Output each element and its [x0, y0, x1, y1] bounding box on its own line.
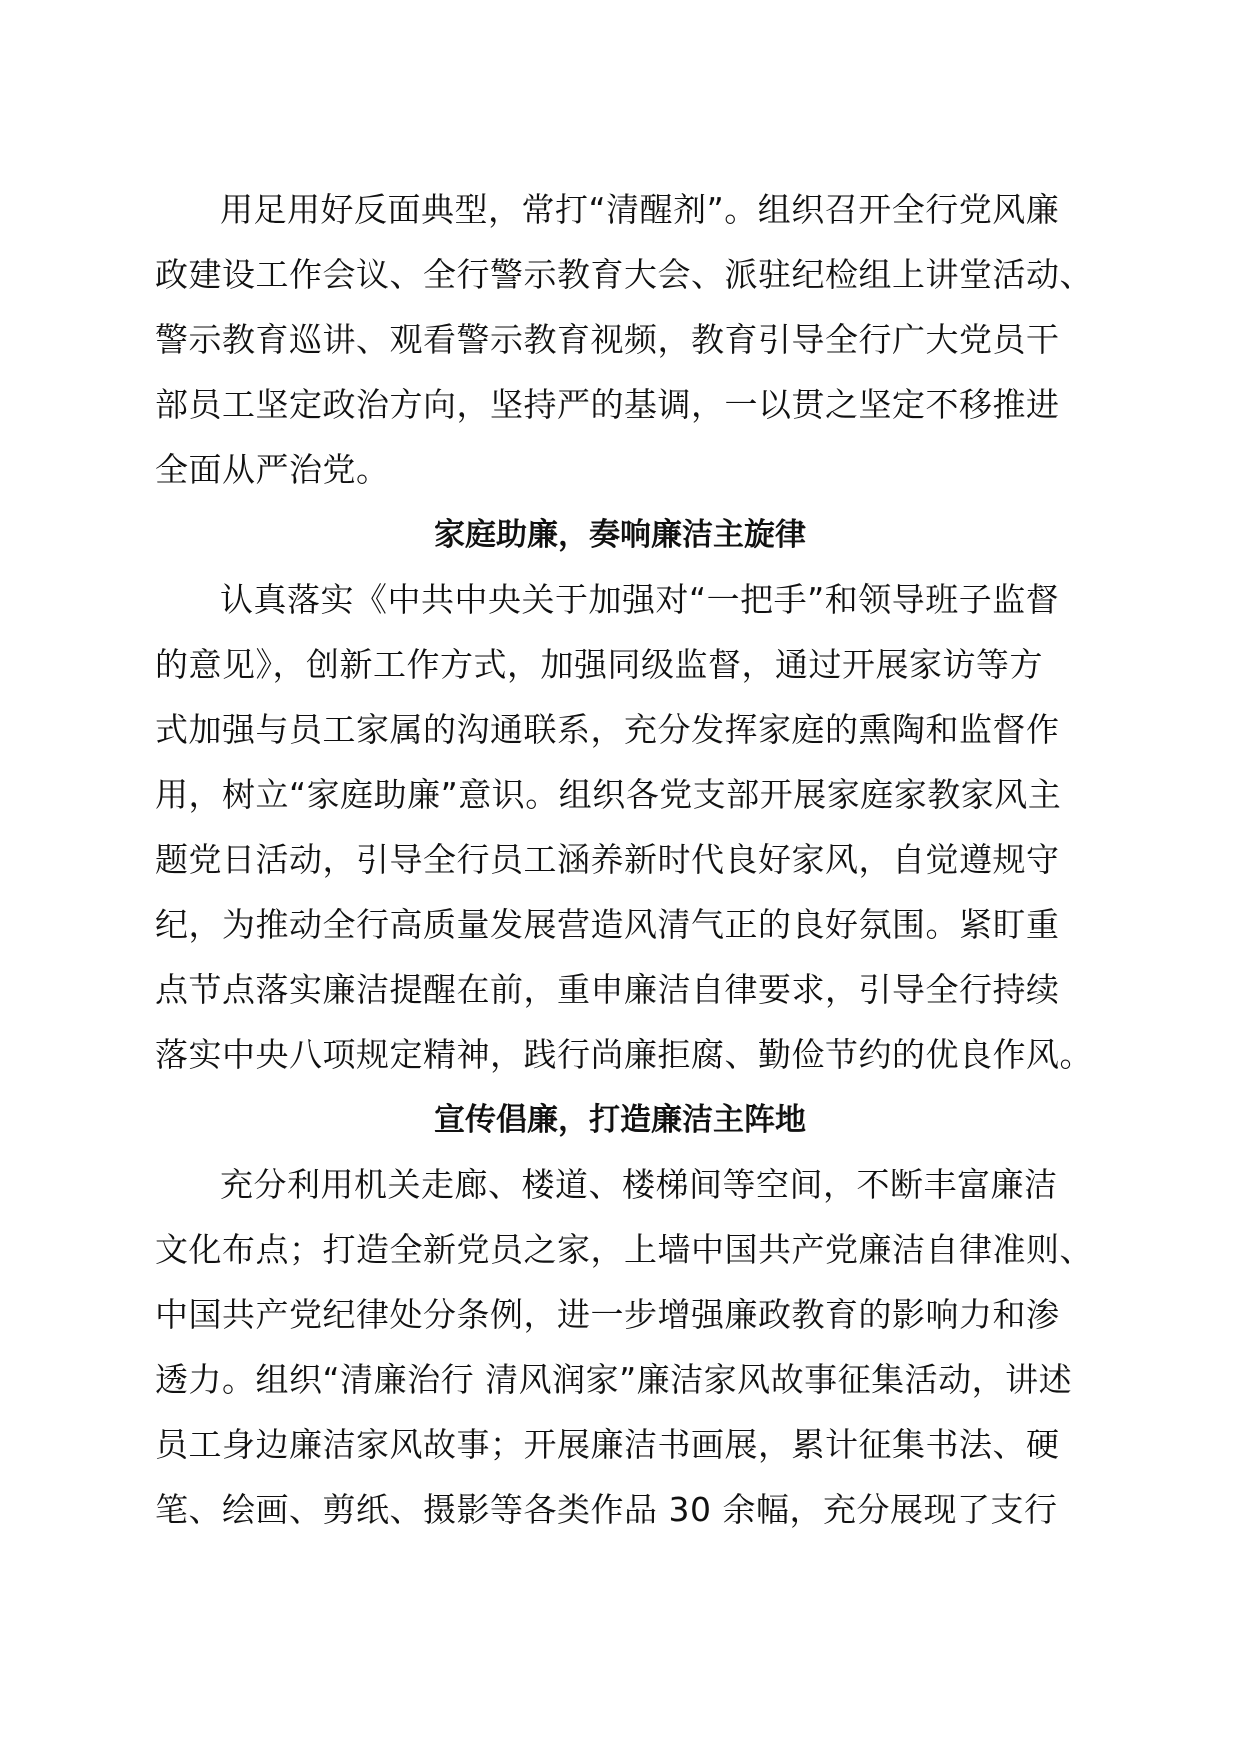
paragraph-line: 认真落实《中共中央关于加强对“一把手”和领导班子监督	[220, 580, 1060, 619]
paragraph-line: 笔、绘画、剪纸、摄影等各类作品 30 余幅，充分展现了支行	[155, 1490, 1058, 1529]
section-heading: 宣传倡廉，打造廉洁主阵地	[434, 1102, 806, 1138]
paragraph-line: 点节点落实廉洁提醒在前，重申廉洁自律要求，引导全行持续	[155, 970, 1060, 1009]
paragraph-line: 用足用好反面典型，常打“清醒剂”。组织召开全行党风廉	[220, 190, 1060, 229]
paragraph-line: 政建设工作会议、全行警示教育大会、派驻纪检组上讲堂活动、	[155, 255, 1093, 294]
paragraph-line: 警示教育巡讲、观看警示教育视频，教育引导全行广大党员干	[155, 320, 1060, 359]
paragraph-line: 透力。组织“清廉治行 清风润家”廉洁家风故事征集活动，讲述	[155, 1360, 1073, 1399]
paragraph-line: 全面从严治党。	[155, 450, 390, 489]
paragraph-line: 充分利用机关走廊、楼道、楼梯间等空间，不断丰富廉洁	[220, 1165, 1058, 1204]
section-heading: 家庭助廉，奏响廉洁主旋律	[434, 517, 806, 553]
paragraph-line: 用，树立“家庭助廉”意识。组织各党支部开展家庭家教家风主	[155, 775, 1062, 814]
paragraph-line: 的意见》，创新工作方式，加强同级监督，通过开展家访等方	[155, 645, 1043, 684]
paragraph-line: 题党日活动，引导全行员工涵养新时代良好家风，自觉遵规守	[155, 840, 1060, 879]
paragraph-line: 员工身边廉洁家风故事；开展廉洁书画展，累计征集书法、硬	[155, 1425, 1060, 1464]
paragraph-line: 式加强与员工家属的沟通联系，充分发挥家庭的熏陶和监督作	[155, 710, 1060, 749]
paragraph-line: 部员工坚定政治方向，坚持严的基调，一以贯之坚定不移推进	[155, 385, 1060, 424]
paragraph-line: 落实中央八项规定精神，践行尚廉拒腐、勤俭节约的优良作风。	[155, 1035, 1093, 1074]
paragraph-line: 文化布点；打造全新党员之家，上墙中国共产党廉洁自律准则、	[155, 1230, 1093, 1269]
paragraph-line: 中国共产党纪律处分条例，进一步增强廉政教育的影响力和渗	[155, 1295, 1060, 1334]
paragraph-line: 纪，为推动全行高质量发展营造风清气正的良好氛围。紧盯重	[155, 905, 1060, 944]
